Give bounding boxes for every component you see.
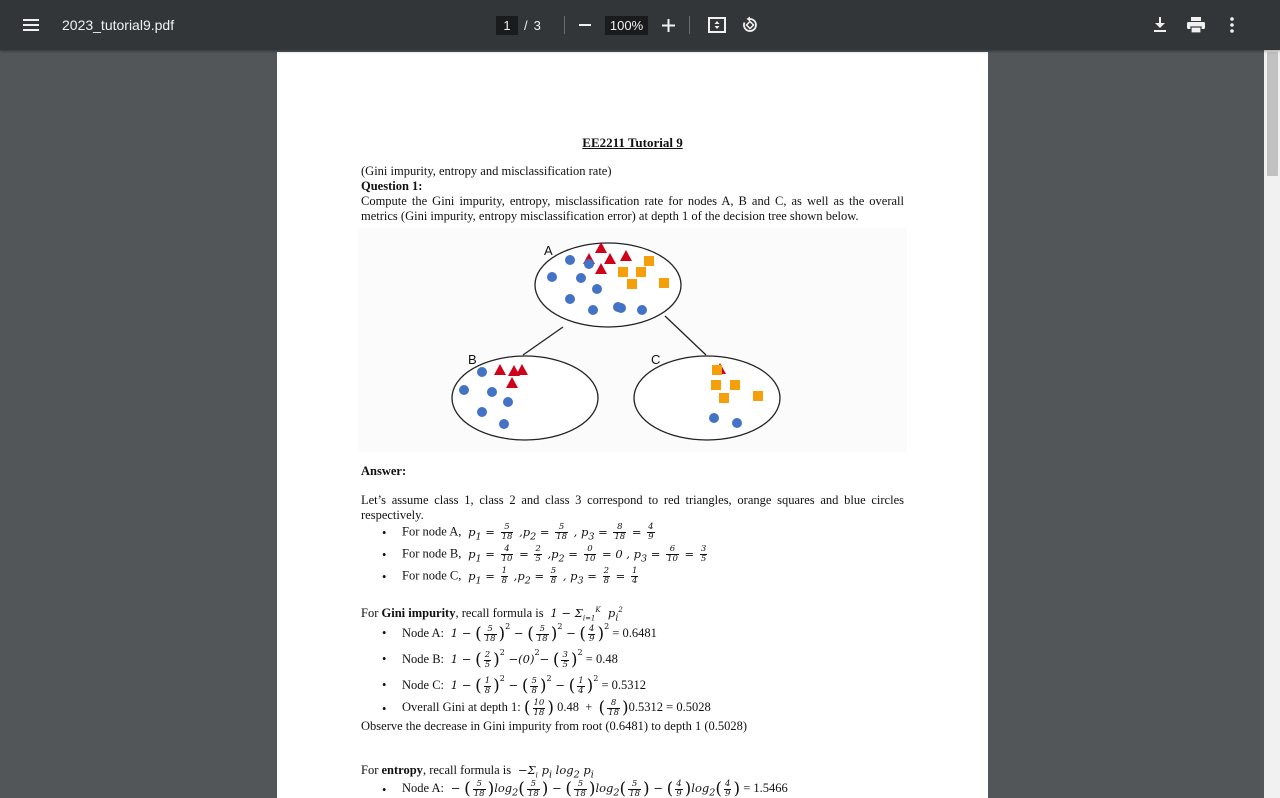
gini-node-b: Node B: 1 − ( $\frac{2}{5}$ )$^2 -(0)^2-$ ( $\frac{3}{5}$ )$^2$ = 0.48 — [402, 648, 618, 670]
assumption-line2: respectively. — [361, 508, 424, 522]
blue-circle — [547, 272, 557, 282]
pdf-toolbar — [0, 0, 1280, 50]
question-text-line1: Compute the Gini impurity, entropy, misclassification rate for nodes A, B and C, as well as the overall — [361, 194, 904, 208]
node-b-ellipse — [452, 356, 598, 440]
orange-square — [712, 365, 722, 375]
prob-node-a-label: For node A, — [402, 524, 462, 539]
zoom-input[interactable]: 100% — [605, 16, 648, 35]
blue-circle — [576, 273, 586, 283]
blue-circle — [732, 418, 742, 428]
prob-node-a: For node A, $p_1$ = $\frac{5}{18}$ $,p_2$ = $\frac{5}{18}$ , $p_3$ = $\frac{8}{18}$ = $\frac{4}{9}$ — [402, 522, 654, 542]
gini-overall: Overall Gini at depth 1: ( $\frac{10}{18}$ ) 0.48 + ( $\frac{8}{18}$ )0.5312 = 0.5028 — [402, 697, 711, 718]
bullet-dot: • — [382, 526, 387, 540]
blue-circle — [459, 385, 469, 395]
more-vert-icon[interactable] — [1222, 0, 1242, 50]
entropy-node-a: Node A: − ( $\frac{5}{18}$ )$\log_2$( $\frac{5}{18}$ ) − ( $\frac{5}{18}$ )$\log_2$( $\frac{5}{18}$ ) − ( $\frac{4}{9}$ )$\log_2$( $\frac{4}{9}$ ) = 1.5466 — [402, 778, 788, 798]
hamburger-menu-icon[interactable] — [14, 0, 48, 50]
bullet-dot: • — [382, 548, 387, 562]
node-c-label: C — [651, 352, 661, 367]
blue-circle — [637, 305, 647, 315]
edge-a-c — [665, 316, 706, 355]
toolbar-divider — [564, 16, 565, 34]
page-number-input[interactable]: 1 — [496, 16, 518, 35]
edge-a-b — [523, 327, 563, 355]
gini-node-a: Node A: 1 − ( $\frac{5}{18}$ )$^2$ − ( $\frac{5}{18}$ )$^2$ − ( $\frac{4}{9}$ )$^2$ = 0.6481 — [402, 622, 657, 644]
pdf-page — [277, 52, 988, 798]
orange-square — [636, 267, 646, 277]
prob-node-b: For node B, $p_1$ = $\frac{4}{10}$ = $\frac{2}{5}$ $,p_2$ = $\frac{0}{10}$ = 0 , $p_3$ = $\frac{6}{10}$ = $\frac{3}{5}$ — [402, 544, 707, 564]
blue-circle — [592, 284, 602, 294]
zoom-level — [605, 0, 648, 50]
page-indicator — [496, 0, 541, 50]
node-a-label: A — [544, 243, 553, 258]
orange-square — [627, 279, 637, 289]
answer-label: Answer: — [361, 464, 407, 478]
rotate-icon[interactable] — [738, 0, 762, 50]
page-total: 3 — [533, 17, 541, 33]
fit-page-icon[interactable] — [705, 0, 729, 50]
blue-circle — [565, 255, 575, 265]
bullet-dot: • — [382, 678, 387, 692]
blue-circle — [503, 397, 513, 407]
blue-circle — [487, 387, 497, 397]
blue-circle — [499, 419, 509, 429]
page-separator: / — [524, 17, 528, 33]
blue-circle — [588, 305, 598, 315]
bullet-dot: • — [382, 702, 387, 716]
blue-circle — [584, 259, 594, 269]
bullet-dot: • — [382, 626, 387, 640]
question-text-line2: metrics (Gini impurity, entropy misclassification error) at depth 1 of the decision tree shown below. — [361, 209, 859, 223]
node-b-label: B — [468, 352, 477, 367]
orange-square — [618, 267, 628, 277]
gini-observation: Observe the decrease in Gini impurity from root (0.6481) to depth 1 (0.5028) — [361, 719, 748, 733]
blue-circle — [565, 294, 575, 304]
blue-circle — [616, 303, 626, 313]
orange-square — [719, 393, 729, 403]
orange-square — [730, 380, 740, 390]
blue-circle — [477, 367, 487, 377]
blue-circle — [709, 413, 719, 423]
bullet-dot: • — [382, 652, 387, 666]
blue-circle — [477, 407, 487, 417]
entropy-intro: For entropy, recall formula is $-\Sigma_i$ $p_i$ $\log_2 p_i$ — [361, 763, 594, 781]
orange-square — [644, 256, 654, 266]
gini-intro: For Gini impurity, recall formula is $1 - \Sigma_{i=1}^K$ $p_i^2$ — [361, 605, 623, 624]
gini-node-c: Node C: 1 − ( $\frac{1}{8}$ )$^2$ − ( $\frac{5}{8}$ )$^2$ − ( $\frac{1}{4}$ )$^2$ = 0.5312 — [402, 674, 647, 696]
bullet-dot: • — [382, 783, 387, 797]
orange-square — [659, 278, 669, 288]
zoom-in-icon[interactable] — [656, 0, 680, 50]
zoom-out-icon[interactable] — [574, 0, 596, 50]
download-icon[interactable] — [1148, 0, 1172, 50]
decision-tree-svg — [358, 228, 907, 452]
page-title: EE2211 Tutorial 9 — [582, 135, 683, 150]
prob-node-b-label: For node B, — [402, 546, 462, 561]
vertical-scrollbar[interactable] — [1264, 50, 1280, 798]
orange-square — [753, 391, 763, 401]
document-title: 2023_tutorial9.pdf — [62, 17, 175, 33]
scrollbar-thumb[interactable] — [1267, 52, 1278, 176]
prob-node-c-label: For node C, — [402, 568, 462, 583]
assumption-line1: Let’s assume class 1, class 2 and class 3 correspond to red triangles, orange squares and blue circles — [361, 493, 904, 507]
prob-node-c: For node C, $p_1$ = $\frac{1}{8}$ $,p_2$ = $\frac{5}{8}$ , $p_3$ = $\frac{2}{8}$ = $\frac{1}{4}$ — [402, 566, 638, 586]
subtitle: (Gini impurity, entropy and misclassification rate) — [361, 164, 612, 178]
decision-tree-figure — [358, 228, 907, 452]
bullet-dot: • — [382, 570, 387, 584]
orange-square — [711, 380, 721, 390]
question-label: Question 1: — [361, 179, 423, 193]
toolbar-divider — [689, 16, 690, 34]
print-icon[interactable] — [1184, 0, 1208, 50]
